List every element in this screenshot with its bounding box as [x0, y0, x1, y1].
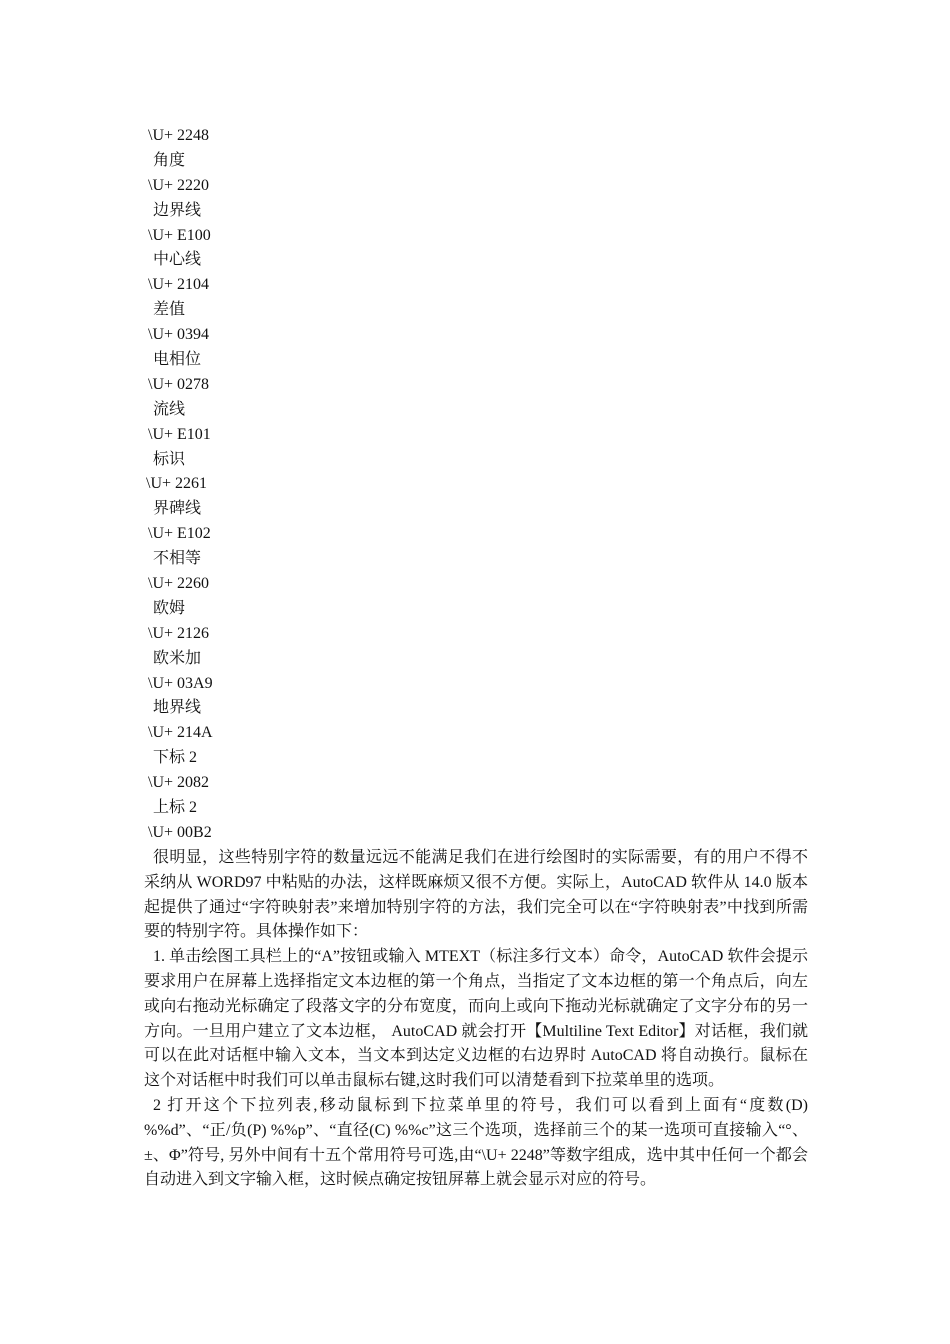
- symbol-code: \U+ 2104: [148, 276, 210, 294]
- symbol-code: \U+ 2260: [148, 575, 210, 593]
- symbol-name: 下标 2: [153, 749, 198, 767]
- symbol-name: 差值: [153, 301, 186, 319]
- symbol-code-list: [146, 124, 346, 846]
- symbol-code: \U+ 2082: [148, 774, 210, 792]
- symbol-code: \U+ 2248: [148, 127, 210, 144]
- symbol-name: 上标 2: [153, 799, 198, 817]
- symbol-name: 界碑线: [153, 500, 202, 518]
- symbol-name: 不相等: [153, 550, 202, 568]
- symbol-code: \U+ 2261: [146, 475, 208, 493]
- symbol-code: \U+ 0278: [148, 375, 210, 393]
- symbol-name: 流线: [153, 400, 186, 418]
- symbol-code: \U+ E101: [148, 425, 211, 443]
- symbol-code: \U+ 214A: [148, 724, 213, 742]
- symbol-name: 角度: [153, 151, 186, 169]
- body-text: [144, 846, 808, 1193]
- symbol-code: \U+ 03A9: [148, 674, 213, 692]
- paragraph-intro: 很明显，这些特别字符的数量远远不能满足我们在进行绘图时的实际需要，有的用户不得不采纳从 WORD97 中粘贴的办法，这样既麻烦又很不方便。实际上，AutoCAD 软件从 14.0 版本起提供了通过“字符映射表”来增加特别字符的方法，我们完全可以在“字符映射表”中找到所需要的特别字符。具体操作如下：: [144, 849, 808, 941]
- symbol-code: \U+ 2126: [148, 624, 210, 642]
- symbol-code: \U+ E102: [148, 525, 211, 543]
- symbol-code: \U+ 00B2: [148, 823, 212, 841]
- symbol-name: 边界线: [153, 201, 202, 219]
- symbol-code: \U+ 0394: [148, 326, 210, 344]
- symbol-code: \U+ E100: [148, 226, 211, 244]
- paragraph-step-2: 2 打开这个下拉列表,移动鼠标到下拉菜单里的符号，我们可以看到上面有“度数(D) %%d”、“正/负(P) %%p”、“直径(C) %%c”这三个选项，选择前三个的某一选项可直接输入“°、±、Φ”符号, 另外中间有十五个常用符号可选,由“\U+ 2248”等数字组成，选中其中任何一个都会自动进入到文字输入框，这时候点确定按钮屏幕上就会显示对应的符号。: [144, 1096, 808, 1189]
- symbol-name: 欧姆: [153, 599, 186, 617]
- symbol-name: 地界线: [153, 699, 202, 717]
- symbol-name: 电相位: [153, 351, 202, 369]
- symbol-name: 标识: [153, 450, 186, 468]
- symbol-name: 欧米加: [153, 649, 202, 667]
- symbol-code: \U+ 2220: [148, 176, 210, 194]
- paragraph-step-1: 1. 单击绘图工具栏上的“A”按钮或输入 MTEXT（标注多行文本）命令，AutoCAD 软件会提示要求用户在屏幕上选择指定文本边框的第一个角点，当指定了文本边框的第一个角点后，向左或向右拖动光标确定了段落文字的分布宽度，而向上或向下拖动光标就确定了文字分布的另一方向。一旦用户建立了文本边框， AutoCAD 就会打开【Multiline Text Editor】对话框，我们就可以在此对话框中输入文本，当文本到达定义边框的右边界时 AutoCAD 将自动换行。鼠标在这个对话框中时我们可以单击鼠标右键,这时我们可以清楚看到下拉菜单里的选项。: [144, 948, 808, 1090]
- symbol-name: 中心线: [153, 251, 202, 269]
